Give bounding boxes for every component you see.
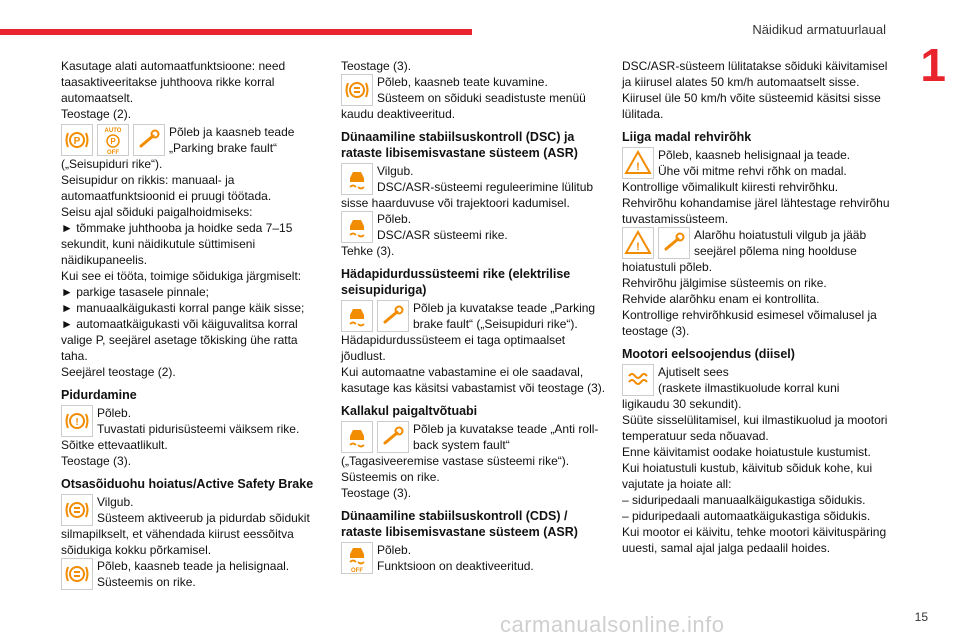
paragraph: Seisupidur on rikkis: manuaal- ja automaatfunktsioonid ei pruugi töötada. — [61, 173, 272, 203]
skid-car-off-icon — [341, 542, 373, 574]
dsc-flash-entry — [341, 163, 606, 211]
cds-entry — [341, 542, 606, 574]
list-item: – piduripedaali automaatkäigukastiga sõidukis. — [622, 509, 871, 523]
paragraph: Ühe või mitme rehvi rõhk on madal. — [658, 164, 847, 178]
parking-fault-entry — [61, 124, 323, 156]
paragraph: Alarõhu hoiatustuli vilgub ja jääb seejärel põlema ning hoolduse hoiatustuli põleb. — [622, 228, 867, 274]
brakes-entry — [61, 405, 323, 437]
collision-warning-icon — [61, 494, 93, 526]
paragraph: Sõitke ettevaatlikult. — [61, 438, 168, 452]
bullet-item: ► manuaalkäigukasti korral pange käik sisse; — [61, 301, 305, 315]
paragraph: Vilgub. — [97, 495, 134, 509]
wrench-icon — [133, 124, 165, 156]
ebs-entry — [341, 300, 606, 332]
wrench-icon — [658, 227, 690, 259]
paragraph: Põleb. — [377, 543, 412, 557]
paragraph: Süsteemis on rike. — [341, 470, 440, 484]
paragraph: Põleb ja kuvatakse teade „Anti roll-back system fault“ — [413, 422, 599, 452]
paragraph: Rehvirõhu jälgimise süsteemis on rike. — [622, 276, 827, 290]
tyre-pressure-icon — [622, 227, 654, 259]
svg-text:OFF: OFF — [351, 568, 363, 574]
tyre-pressure-icon — [622, 147, 654, 179]
skid-car-icon — [341, 421, 373, 453]
asb-fault-entry — [61, 558, 323, 590]
paragraph: Hädapidurdussüsteem ei taga optimaalset jõudlust. — [341, 333, 566, 363]
svg-text:AUTO: AUTO — [104, 128, 122, 134]
paragraph: Põleb, kaasneb teade ja helisignaal. — [97, 559, 290, 573]
paragraph: („Tagasiveeremise vastase süsteemi rike“). — [341, 454, 570, 468]
page-header-title: Näidikud armatuurlaual — [752, 22, 886, 37]
wrench-icon — [377, 421, 409, 453]
hill-entry — [341, 421, 606, 453]
section-heading: Dünaamiline stabiilsuskontroll (DSC) ja rataste libisemisvastane süsteem (ASR) — [341, 130, 578, 160]
watermark: carmanualsonline.info — [500, 612, 725, 637]
section-heading: Dünaamiline stabiilsuskontroll (CDS) / rataste libisemisvastane süsteem (ASR) — [341, 509, 578, 539]
paragraph: Kontrollige rehvirõhkusid esimesel võimalusel ja teostage (3). — [622, 308, 877, 338]
skid-car-icon — [341, 300, 373, 332]
paragraph: Tehke (3). — [341, 244, 395, 258]
bullet-item: ► tõmmake juhthooba ja hoidke seda 7–15 sekundit, kuni näidikutule süttimiseni näidikupaneelis. — [61, 221, 293, 267]
header-accent-bar — [0, 29, 472, 35]
paragraph: Teostage (2). — [61, 107, 132, 121]
paragraph: DSC/ASR-süsteem lülitatakse sõiduki käivitamisel ja kiirusel alates 50 km/h automaatselt sisse. — [622, 59, 888, 89]
section-heading: Liiga madal rehvirõhk — [622, 130, 752, 144]
paragraph: Vilgub. — [377, 164, 414, 178]
section-heading: Pidurdamine — [61, 388, 137, 402]
svg-text:!: ! — [75, 417, 79, 428]
svg-text:!: ! — [636, 241, 640, 253]
bullet-item: ► automaatkäigukasti või käiguvalitsa korral valige P, seejärel asetage tõkisking ühe ratta taha. — [61, 317, 298, 363]
paragraph: Kontrollige võimalikult kiiresti rehvirõhku. — [622, 180, 839, 194]
bullet-item: ► parkige tasasele pinnale; — [61, 285, 209, 299]
sensor-entry — [341, 74, 606, 122]
svg-text:P: P — [73, 136, 81, 147]
brake-warning-icon — [61, 124, 93, 156]
chapter-number: 1 — [920, 39, 946, 91]
brake-warning-icon — [61, 405, 93, 437]
column-1 — [61, 58, 323, 590]
paragraph: Kasutage alati automaatfunktsioone: need taasaktiveeritakse juhthoova rikke korral automaatselt. — [61, 59, 286, 105]
paragraph: Teostage (3). — [341, 486, 412, 500]
paragraph: Teostage (3). — [341, 59, 412, 73]
svg-text:P: P — [110, 137, 116, 146]
section-heading: Mootori eelsoojendus (diisel) — [622, 347, 795, 361]
paragraph: Põleb. — [97, 406, 132, 420]
paragraph: Funktsioon on deaktiveeritud. — [377, 559, 534, 573]
skid-car-icon — [341, 211, 373, 243]
paragraph: Põleb, kaasneb teate kuvamine. — [377, 75, 548, 89]
paragraph: Kiirusel üle 50 km/h võite süsteemid käsitsi sisse lülitada. — [622, 91, 881, 121]
asb-entry — [61, 494, 323, 558]
paragraph: Kui mootor ei käivitu, tehke mootori käivituspäring uuesti, samal ajal jalga pedaalil hoides. — [622, 525, 887, 555]
paragraph: Põleb. — [377, 212, 412, 226]
paragraph: Süsteemis on rike. — [97, 575, 196, 589]
glow-plug-icon — [622, 364, 654, 396]
paragraph: Seisu ajal sõiduki paigalhoidmiseks: — [61, 205, 253, 219]
paragraph: Rehvirõhu kohandamise järel lähtestage rehvirõhu tuvastamissüsteem. — [622, 196, 890, 226]
paragraph: Ajutiselt sees — [658, 365, 729, 379]
paragraph: Süüte sisselülitamisel, kui ilmastikuolud ja mootori temperatuur seda nõuavad. — [622, 413, 888, 443]
page-number: 15 — [914, 610, 928, 624]
paragraph: Teostage (3). — [61, 454, 132, 468]
list-item: – siduripedaali manuaalkäigukastiga sõidukis. — [622, 493, 866, 507]
paragraph: Süsteem aktiveerub ja pidurdab sõidukit silmapilkselt, et vähendada kiirust eessõitva sõidukiga kokku põrkamisel. — [61, 511, 310, 557]
paragraph: Süsteem on sõiduki seadistuste menüü kaudu deaktiveeritud. — [341, 91, 586, 121]
section-heading: Hädapidurdussüsteemi rike (elektrilise seisupiduriga) — [341, 267, 571, 297]
paragraph: Rehvide alarõhku enam ei kontrollita. — [622, 292, 820, 306]
column-3 — [622, 58, 890, 556]
section-heading: Otsasõiduohu hoiatus/Active Safety Brake — [61, 477, 314, 491]
column-2 — [341, 58, 606, 574]
brake-sensor-icon — [341, 74, 373, 106]
paragraph: Kui hoiatustuli kustub, käivitub sõiduk kohe, kui vajutate ja hoiate all: — [622, 461, 873, 491]
svg-text:!: ! — [636, 161, 640, 173]
tyre-entry — [622, 147, 890, 179]
paragraph: DSC/ASR-süsteemi reguleerimine lülitub sisse haarduvuse või trajektoori kadumisel. — [341, 180, 594, 210]
auto-park-off-icon — [97, 124, 129, 156]
section-heading: Kallakul paigaltvõtuabi — [341, 404, 478, 418]
paragraph: Seejärel teostage (2). — [61, 365, 176, 379]
glow-entry — [622, 364, 890, 412]
paragraph: DSC/ASR süsteemi rike. — [377, 228, 508, 242]
wrench-icon — [377, 300, 409, 332]
tyre-fault-entry — [622, 227, 890, 275]
paragraph: Kui automaatne vabastamine ei ole saadaval, kasutage kas käsitsi vabastamist või teostage (3). — [341, 365, 606, 395]
paragraph: Põleb ja kuvatakse teade „Parking brake fault“ („Seisupiduri rike“). — [413, 301, 596, 331]
paragraph: („Seisupiduri rike“). — [61, 157, 163, 171]
collision-warning-icon — [61, 558, 93, 590]
paragraph: Enne käivitamist oodake hoiatustule kustumist. — [622, 445, 871, 459]
paragraph: Põleb ja kaasneb teade „Parking brake fault“ — [169, 125, 295, 155]
svg-text:OFF: OFF — [107, 150, 119, 156]
paragraph: Tuvastati pidurisüsteemi väiksem rike. — [97, 422, 300, 436]
skid-car-icon — [341, 163, 373, 195]
paragraph: Põleb, kaasneb helisignaal ja teade. — [658, 148, 851, 162]
paragraph: (raskete ilmastikuolude korral kuni ligikaudu 30 sekundit). — [622, 381, 840, 411]
paragraph: Kui see ei tööta, toimige sõidukiga järgmiselt: — [61, 269, 302, 283]
dsc-on-entry — [341, 211, 606, 243]
